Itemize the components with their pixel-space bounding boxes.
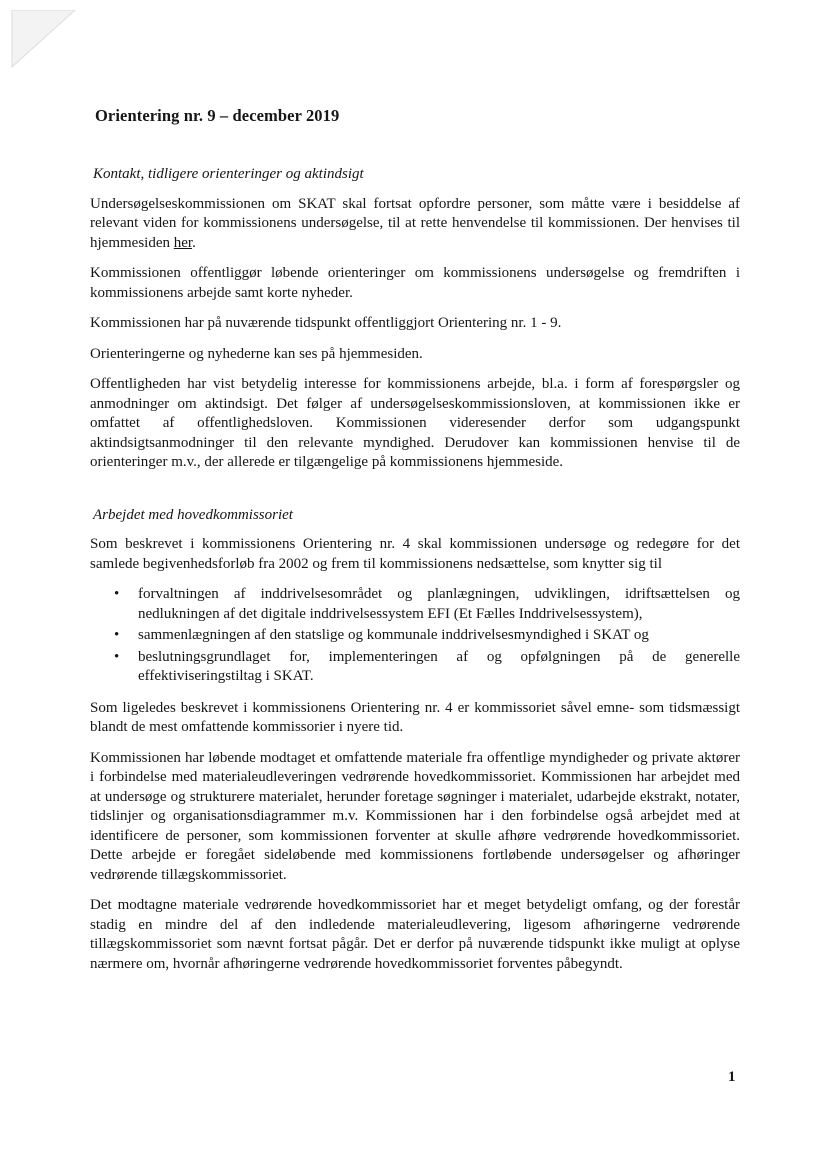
paragraph-published: Kommissionen har på nuværende tidspunkt offentliggjort Orientering nr. 1 - 9.	[90, 315, 562, 331]
list-item-text: sammenlægningen af den statslige og kommunale inddrivelsesmyndighed i SKAT og	[138, 627, 649, 643]
list-item-text: forvaltningen af inddrivelsesområdet og planlægningen, udviklingen, idriftsættelsen og nedlukningen af det digitale inddrivelsessystem EFI (Et Fælles Inddrivelsessystem),	[138, 586, 740, 622]
bullet-icon: •	[114, 627, 120, 643]
bullet-icon: •	[114, 586, 120, 602]
paragraph-aktindsigt: Offentligheden har vist betydelig interesse for kommissionens arbejde, bl.a. i form af forespørgsler og anmodninger om aktindsigt. Det følger af undersøgelseskommissionsloven, at kommissionen ikke er omfattet af offentlighedsloven. Kommissionen videresender derfor som udgangspunkt aktindsigtsanmodninger til den relevante myndighed. Derudover kan kommissionen henvise til de orienteringer m.v., der allerede er tilgængelige på kommissionens hjemmeside.	[90, 376, 740, 470]
paragraph-contact-text: Undersøgelseskommissionen om SKAT skal fortsat opfordre personer, som måtte være i besiddelse af relevant viden for kommissionens undersøgelse, til at rette henvendelse til kommissionen. Der henvises til hjemmesiden	[90, 195, 740, 251]
document-title: Orientering nr. 9 – december 2019	[95, 106, 340, 125]
paragraph-status: Det modtagne materiale vedrørende hovedkommissoriet har et meget betydeligt omfang, og der forestår stadig en mindre del af den indledende materialeudlevering, ligesom afhøringerne vedrørende tillægskommissoriet som nævnt fortsat pågår. Det er derfor på nuværende tidspunkt ikke muligt at oplyse nærmere om, hvornår afhøringerne vedrørende hovedkommissoriet forventes påbegyndt.	[90, 897, 740, 972]
paragraph-contact-end: .	[192, 234, 196, 251]
bullet-icon: •	[114, 648, 120, 665]
list-item	[90, 626, 740, 646]
homepage-link[interactable]: her	[173, 234, 193, 251]
section-heading-hovedkommissoriet: Arbejdet med hovedkommissoriet	[93, 506, 293, 523]
paragraph-homepage: Orienteringerne og nyhederne kan ses på hjemmesiden.	[90, 345, 423, 362]
list-item	[90, 585, 740, 624]
scope-bullet-list	[90, 585, 740, 687]
paragraph-extent: Som ligeledes beskrevet i kommissionens Orientering nr. 4 er kommissoriet såvel emne- som tidsmæssigt blandt de mest omfattende kommissorier i nyere tid.	[90, 699, 740, 735]
list-item	[90, 648, 740, 687]
document-body	[90, 165, 740, 985]
paragraph-contact	[90, 195, 740, 254]
page-number: 1	[728, 1069, 736, 1085]
paragraph-orienteringer: Kommissionen offentliggør løbende orienteringer om kommissionens undersøgelse og fremdriften i kommissionens arbejde samt korte nyheder.	[90, 265, 740, 301]
paragraph-material: Kommissionen har løbende modtaget et omfattende materiale fra offentlige myndigheder og private aktører i forbindelse med materialeudleveringen vedrørende hovedkommissoriet. Kommissionen har arbejdet med at undersøge og strukturere materialet, herunder foretage søgninger i materialet, udarbejde ekstrakt, notater, tidslinjer og organisationsdiagrammer m.v. Kommissionen har i den forbindelse også arbejdet med at identificere de personer, som kommissionen forventer at skulle afhøre vedrørende hovedkommissoriet. Dette arbejde er foregået sideløbende med kommissionens fortløbende undersøgelser og afhøringer vedrørende tillægskommissoriet.	[90, 749, 740, 883]
folded-corner-mark	[10, 10, 80, 70]
list-item-text: beslutningsgrundlaget for, implementeringen af og opfølgningen på de generelle effektiviseringstiltag i SKAT.	[138, 648, 740, 684]
paragraph-scope: Som beskrevet i kommissionens Orientering nr. 4 skal kommissionen undersøge og redegøre for det samlede begivenhedsforløb fra 2002 og frem til kommissionens nedsættelse, som knytter sig til	[90, 536, 740, 572]
section-heading-contact: Kontakt, tidligere orienteringer og aktindsigt	[93, 166, 364, 182]
